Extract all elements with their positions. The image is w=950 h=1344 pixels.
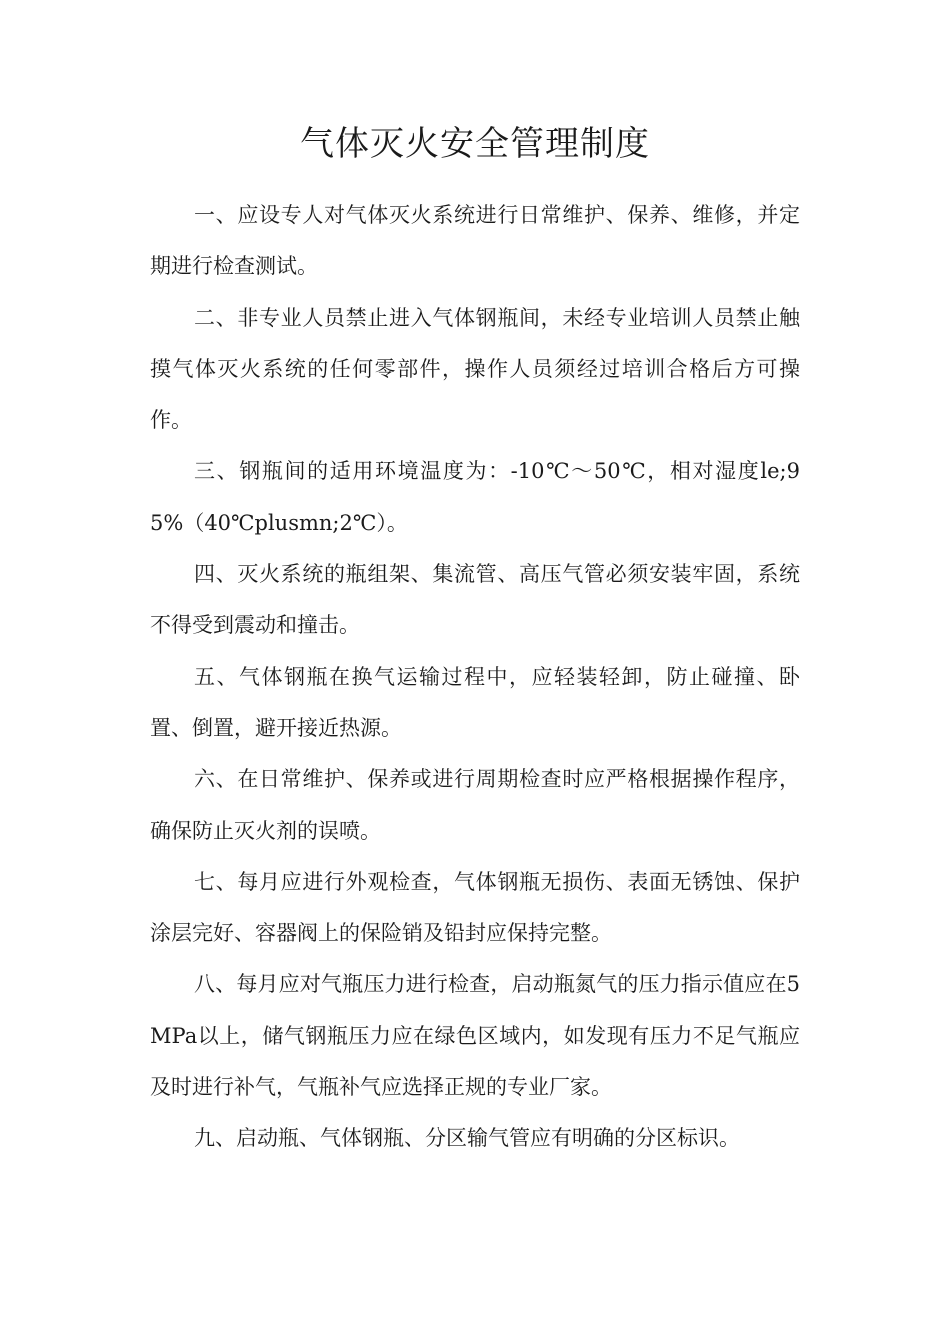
paragraph-6: 六、在日常维护、保养或进行周期检查时应严格根据操作程序，确保防止灭火剂的误喷。 [150,767,800,843]
paragraph-7: 七、每月应进行外观检查，气体钢瓶无损伤、表面无锈蚀、保护涂层完好、容器阀上的保险销及铅封应保持完整。 [150,869,800,946]
document-body [150,190,800,1165]
paragraph-2: 二、非专业人员禁止进入气体钢瓶间，未经专业培训人员禁止触摸气体灭火系统的任何零部件，操作人员须经过培训合格后方可操作。 [150,305,800,433]
paragraph-8: 八、每月应对气瓶压力进行检查，启动瓶氮气的压力指示值应在5MPa以上，储气钢瓶压力应在绿色区域内，如发现有压力不足气瓶应及时进行补气，气瓶补气应选择正规的专业厂家。 [150,972,800,1100]
paragraph-1: 一、应设专人对气体灭火系统进行日常维护、保养、维修，并定期进行检查测试。 [150,203,800,279]
document-title: 气体灭火安全管理制度 [300,124,650,164]
paragraph-9: 九、启动瓶、气体钢瓶、分区输气管应有明确的分区标识。 [194,1126,740,1151]
paragraph-3: 三、钢瓶间的适用环境温度为：-10℃～50℃，相对湿度le;95%（40℃plusmn;2℃）。 [150,459,800,535]
paragraph-5: 五、气体钢瓶在换气运输过程中，应轻装轻卸，防止碰撞、卧置、倒置，避开接近热源。 [150,664,800,740]
paragraph-4: 四、灭火系统的瓶组架、集流管、高压气管必须安装牢固，系统不得受到震动和撞击。 [150,562,800,638]
